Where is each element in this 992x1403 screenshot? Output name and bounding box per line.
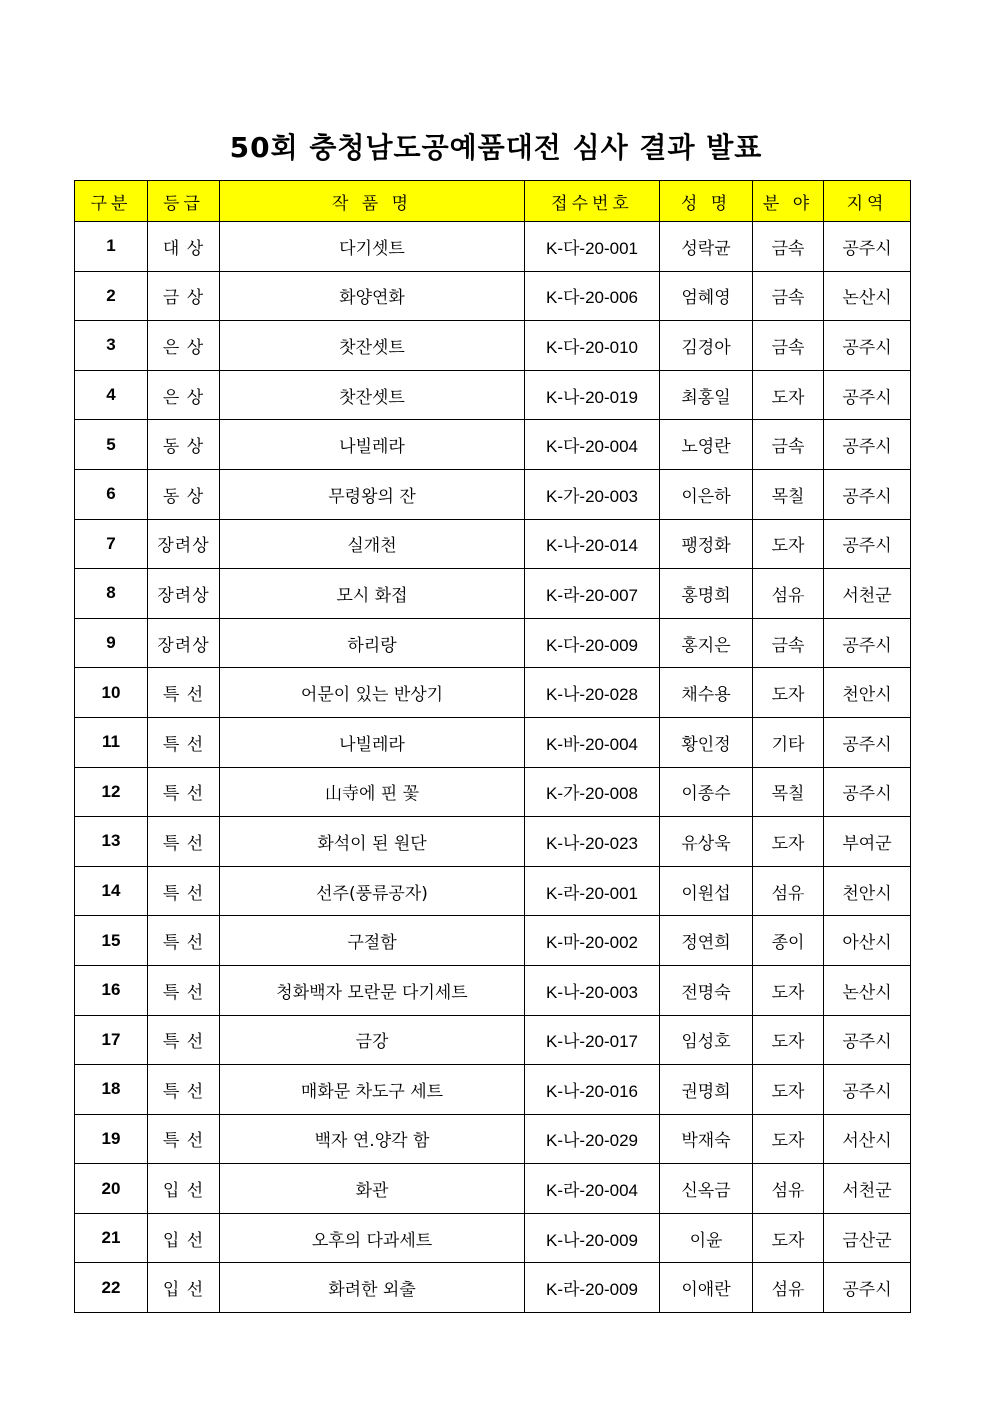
cell-region: 공주시 [824, 222, 911, 272]
cell-field: 도자 [753, 1015, 824, 1065]
cell-no: 2 [75, 271, 148, 321]
cell-field: 도자 [753, 965, 824, 1015]
cell-no: 4 [75, 370, 148, 420]
cell-no: 22 [75, 1263, 148, 1313]
cell-field: 도자 [753, 370, 824, 420]
cell-grade: 특 선 [148, 916, 220, 966]
table-row [75, 618, 911, 668]
cell-work: 선주(풍류공자) [220, 866, 525, 916]
cell-name: 정연희 [660, 916, 753, 966]
cell-work: 어문이 있는 반상기 [220, 668, 525, 718]
cell-code: K-라-20-009 [525, 1263, 660, 1313]
cell-code: K-나-20-009 [525, 1213, 660, 1263]
cell-code: K-나-20-023 [525, 817, 660, 867]
cell-no: 15 [75, 916, 148, 966]
results-table [74, 180, 911, 1313]
cell-grade: 장려상 [148, 569, 220, 619]
cell-region: 공주시 [824, 420, 911, 470]
cell-region: 공주시 [824, 1065, 911, 1115]
cell-code: K-바-20-004 [525, 717, 660, 767]
header-no: 구분 [75, 181, 148, 222]
cell-grade: 특 선 [148, 965, 220, 1015]
cell-region: 공주시 [824, 321, 911, 371]
cell-region: 부여군 [824, 817, 911, 867]
cell-name: 성락균 [660, 222, 753, 272]
cell-code: K-다-20-009 [525, 618, 660, 668]
cell-region: 공주시 [824, 767, 911, 817]
cell-field: 도자 [753, 1213, 824, 1263]
table-row [75, 519, 911, 569]
table-row [75, 370, 911, 420]
cell-grade: 은 상 [148, 370, 220, 420]
table-row [75, 1015, 911, 1065]
cell-field: 도자 [753, 1114, 824, 1164]
cell-work: 무령왕의 잔 [220, 469, 525, 519]
cell-name: 이윤 [660, 1213, 753, 1263]
cell-region: 공주시 [824, 1263, 911, 1313]
table-row [75, 222, 911, 272]
cell-code: K-나-20-014 [525, 519, 660, 569]
cell-region: 논산시 [824, 965, 911, 1015]
cell-name: 최홍일 [660, 370, 753, 420]
cell-code: K-다-20-001 [525, 222, 660, 272]
header-grade: 등급 [148, 181, 220, 222]
cell-work: 모시 화접 [220, 569, 525, 619]
table-row [75, 817, 911, 867]
cell-field: 섬유 [753, 1164, 824, 1214]
table-row [75, 1263, 911, 1313]
cell-no: 13 [75, 817, 148, 867]
cell-region: 논산시 [824, 271, 911, 321]
table-row [75, 965, 911, 1015]
cell-grade: 특 선 [148, 866, 220, 916]
cell-region: 서산시 [824, 1114, 911, 1164]
cell-field: 목칠 [753, 469, 824, 519]
table-row [75, 717, 911, 767]
cell-field: 도자 [753, 668, 824, 718]
results-body [75, 222, 911, 1313]
cell-name: 이종수 [660, 767, 753, 817]
table-row [75, 321, 911, 371]
cell-grade: 은 상 [148, 321, 220, 371]
cell-code: K-라-20-001 [525, 866, 660, 916]
header-code: 접수번호 [525, 181, 660, 222]
table-row [75, 916, 911, 966]
cell-region: 서천군 [824, 569, 911, 619]
cell-no: 20 [75, 1164, 148, 1214]
cell-no: 1 [75, 222, 148, 272]
cell-no: 6 [75, 469, 148, 519]
cell-name: 권명희 [660, 1065, 753, 1115]
cell-work: 실개천 [220, 519, 525, 569]
cell-region: 공주시 [824, 370, 911, 420]
cell-field: 도자 [753, 817, 824, 867]
cell-name: 홍명희 [660, 569, 753, 619]
cell-code: K-나-20-003 [525, 965, 660, 1015]
page-title: 50회 충청남도공예품대전 심사 결과 발표 [229, 131, 763, 164]
header-work: 작 품 명 [220, 181, 525, 222]
cell-grade: 입 선 [148, 1164, 220, 1214]
cell-no: 16 [75, 965, 148, 1015]
cell-code: K-마-20-002 [525, 916, 660, 966]
cell-no: 17 [75, 1015, 148, 1065]
cell-no: 11 [75, 717, 148, 767]
cell-code: K-나-20-016 [525, 1065, 660, 1115]
table-row [75, 420, 911, 470]
table-row [75, 469, 911, 519]
cell-code: K-라-20-007 [525, 569, 660, 619]
cell-no: 18 [75, 1065, 148, 1115]
cell-work: 하리랑 [220, 618, 525, 668]
header-field: 분 야 [753, 181, 824, 222]
table-row [75, 271, 911, 321]
cell-code: K-나-20-029 [525, 1114, 660, 1164]
cell-region: 아산시 [824, 916, 911, 966]
cell-field: 금속 [753, 618, 824, 668]
cell-field: 종이 [753, 916, 824, 966]
cell-region: 공주시 [824, 717, 911, 767]
cell-grade: 특 선 [148, 1065, 220, 1115]
cell-work: 오후의 다과세트 [220, 1213, 525, 1263]
cell-work: 구절함 [220, 916, 525, 966]
cell-work: 화석이 된 원단 [220, 817, 525, 867]
cell-no: 21 [75, 1213, 148, 1263]
cell-name: 신옥금 [660, 1164, 753, 1214]
cell-work: 화려한 외출 [220, 1263, 525, 1313]
cell-grade: 특 선 [148, 668, 220, 718]
cell-region: 공주시 [824, 469, 911, 519]
cell-name: 엄혜영 [660, 271, 753, 321]
table-row [75, 866, 911, 916]
cell-no: 10 [75, 668, 148, 718]
cell-field: 금속 [753, 420, 824, 470]
table-row [75, 767, 911, 817]
table-row [75, 1114, 911, 1164]
cell-work: 찻잔셋트 [220, 321, 525, 371]
cell-work: 백자 연.양각 함 [220, 1114, 525, 1164]
cell-region: 서천군 [824, 1164, 911, 1214]
cell-field: 금속 [753, 271, 824, 321]
cell-grade: 특 선 [148, 717, 220, 767]
cell-grade: 동 상 [148, 469, 220, 519]
header-name: 성 명 [660, 181, 753, 222]
cell-grade: 입 선 [148, 1263, 220, 1313]
cell-name: 이원섭 [660, 866, 753, 916]
cell-field: 도자 [753, 1065, 824, 1115]
cell-name: 노영란 [660, 420, 753, 470]
cell-no: 8 [75, 569, 148, 619]
cell-field: 섬유 [753, 569, 824, 619]
cell-work: 청화백자 모란문 다기세트 [220, 965, 525, 1015]
cell-name: 전명숙 [660, 965, 753, 1015]
cell-work: 화관 [220, 1164, 525, 1214]
cell-grade: 특 선 [148, 767, 220, 817]
cell-work: 찻잔셋트 [220, 370, 525, 420]
cell-grade: 장려상 [148, 618, 220, 668]
cell-code: K-라-20-004 [525, 1164, 660, 1214]
cell-name: 황인정 [660, 717, 753, 767]
cell-no: 5 [75, 420, 148, 470]
table-row [75, 569, 911, 619]
cell-name: 김경아 [660, 321, 753, 371]
cell-name: 이은하 [660, 469, 753, 519]
cell-grade: 입 선 [148, 1213, 220, 1263]
cell-code: K-나-20-028 [525, 668, 660, 718]
cell-code: K-다-20-010 [525, 321, 660, 371]
header-region: 지역 [824, 181, 911, 222]
cell-name: 유상욱 [660, 817, 753, 867]
cell-name: 채수용 [660, 668, 753, 718]
cell-grade: 금 상 [148, 271, 220, 321]
cell-no: 19 [75, 1114, 148, 1164]
cell-region: 공주시 [824, 618, 911, 668]
cell-name: 박재숙 [660, 1114, 753, 1164]
cell-region: 천안시 [824, 668, 911, 718]
cell-grade: 특 선 [148, 1015, 220, 1065]
cell-name: 홍지은 [660, 618, 753, 668]
cell-no: 3 [75, 321, 148, 371]
cell-field: 목칠 [753, 767, 824, 817]
cell-field: 금속 [753, 321, 824, 371]
cell-field: 기타 [753, 717, 824, 767]
cell-field: 도자 [753, 519, 824, 569]
cell-no: 7 [75, 519, 148, 569]
cell-code: K-가-20-008 [525, 767, 660, 817]
cell-name: 임성호 [660, 1015, 753, 1065]
table-row [75, 1065, 911, 1115]
cell-code: K-가-20-003 [525, 469, 660, 519]
cell-work: 매화문 차도구 세트 [220, 1065, 525, 1115]
cell-no: 12 [75, 767, 148, 817]
table-row [75, 1213, 911, 1263]
cell-region: 공주시 [824, 1015, 911, 1065]
cell-work: 금강 [220, 1015, 525, 1065]
cell-name: 팽정화 [660, 519, 753, 569]
table-row [75, 1164, 911, 1214]
cell-no: 14 [75, 866, 148, 916]
cell-code: K-다-20-004 [525, 420, 660, 470]
cell-code: K-나-20-019 [525, 370, 660, 420]
cell-field: 섬유 [753, 1263, 824, 1313]
cell-region: 천안시 [824, 866, 911, 916]
cell-work: 나빌레라 [220, 420, 525, 470]
cell-code: K-나-20-017 [525, 1015, 660, 1065]
cell-grade: 장려상 [148, 519, 220, 569]
cell-grade: 동 상 [148, 420, 220, 470]
cell-region: 금산군 [824, 1213, 911, 1263]
cell-grade: 특 선 [148, 817, 220, 867]
cell-grade: 특 선 [148, 1114, 220, 1164]
table-row [75, 668, 911, 718]
cell-no: 9 [75, 618, 148, 668]
cell-field: 섬유 [753, 866, 824, 916]
cell-work: 화양연화 [220, 271, 525, 321]
cell-name: 이애란 [660, 1263, 753, 1313]
cell-grade: 대 상 [148, 222, 220, 272]
cell-work: 山寺에 핀 꽃 [220, 767, 525, 817]
cell-work: 나빌레라 [220, 717, 525, 767]
cell-work: 다기셋트 [220, 222, 525, 272]
cell-code: K-다-20-006 [525, 271, 660, 321]
cell-field: 금속 [753, 222, 824, 272]
cell-region: 공주시 [824, 519, 911, 569]
header-row [75, 181, 911, 222]
